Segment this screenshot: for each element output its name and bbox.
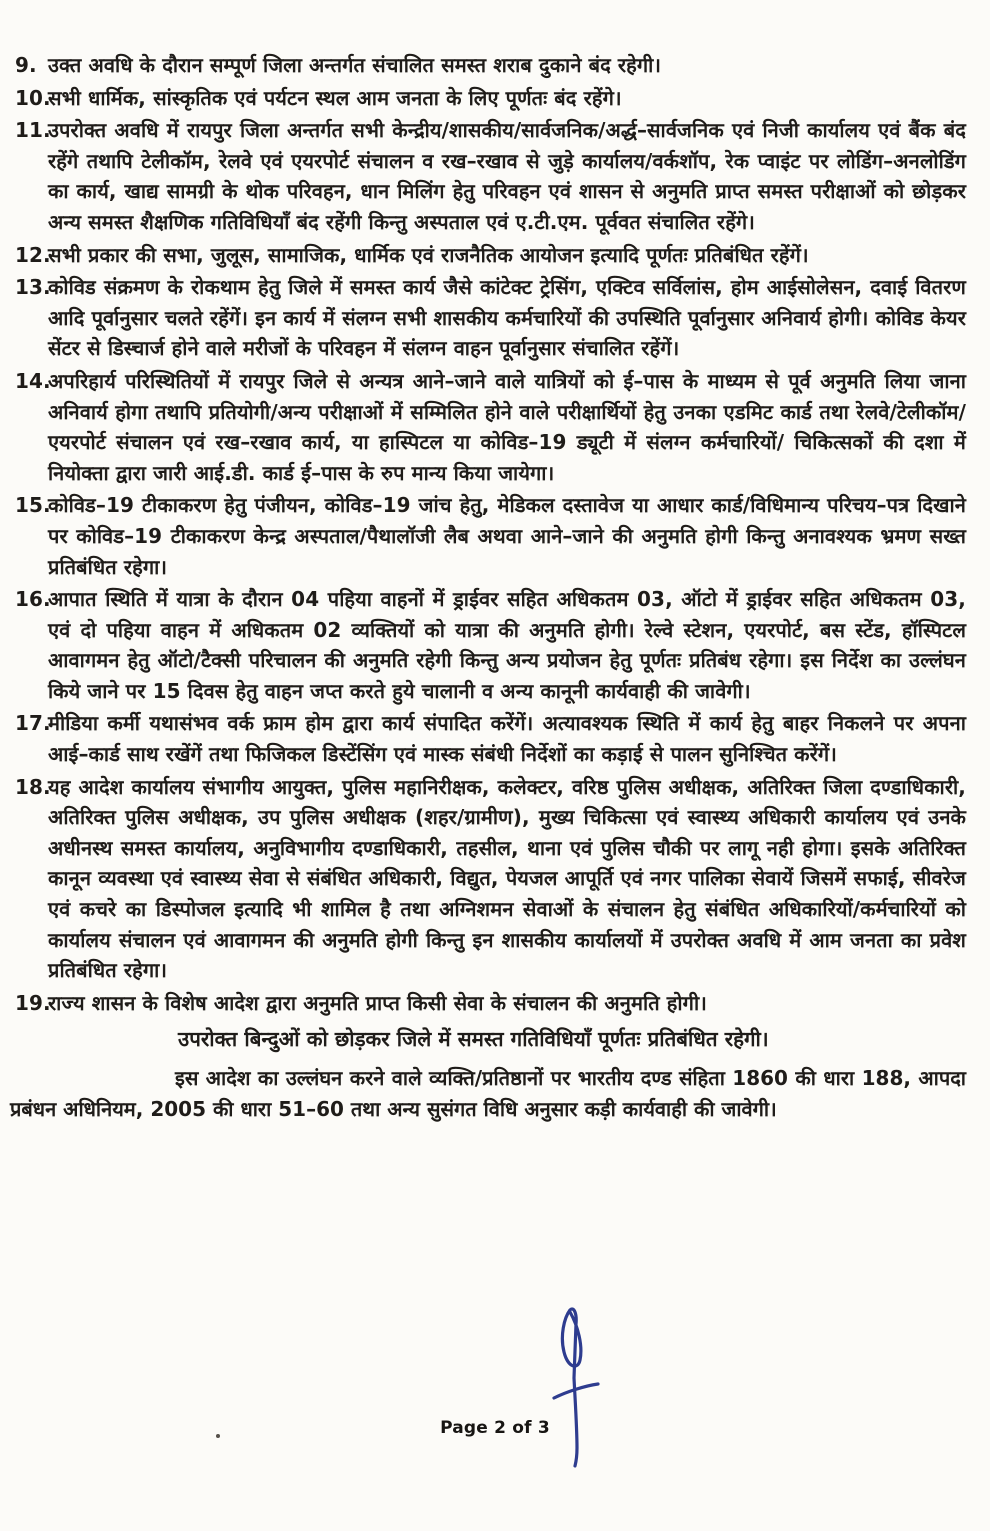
item-number: 16. [15, 587, 51, 612]
item-text: यह आदेश कार्यालय संभागीय आयुक्त, पुलिस महानिरीक्षक, कलेक्टर, वरिष्ठ पुलिस अधीक्षक, अतिरिक्त जिला दण्डाधिकारी, अतिरिक्त पुलिस अधीक्षक, उप पुलिस अधीक्षक (शहर/ग्रामीण), मुख्य चिकित्सा एवं स्वास्थ्य अधिकारी कार्यालय एवं उनके अधीनस्थ समस्त कार्यालय, अनुविभागीय दण्डाधिकारी, तहसील, थाना एवं पुलिस चौकी पर लागू नही होगा। इसके अतिरिक्त कानून व्यवस्था एवं स्वास्थ्य सेवा से संबंधित अधिकारी, विद्युत, पेयजल आपूर्ति एवं नगर पालिका सेवायें जिसमें सफाई, सीवरेज एवं कचरे का डिस्पोजल इत्यादि भी शामिल है तथा अग्निशमन सेवाओं के संचालन हेतु संबंधित अधिकारियों/कर्मचारियों को कार्यालय संचालन एवं आवागमन की अनुमति होगी किन्तु इन शासकीय कार्यालयों में उपरोक्त अवधि में आम जनता का प्रवेश प्रतिबंधित रहेगा। [48, 774, 966, 983]
item-text: उपरोक्त अवधि में रायपुर जिला अन्तर्गत सभी केन्द्रीय/शासकीय/सार्वजनिक/अर्द्ध–सार्वजनिक एवं निजी कार्यालय एवं बैंक बंद रहेंगे तथापि टेलीकॉम, रेलवे एवं एयरपोर्ट संचालन व रख–रखाव से जुड़े कार्यालय/वर्कशॉप, रेक प्वाइंट पर लोडिंग–अनलोडिंग का कार्य, खाद्य सामग्री के थोक परिवहन, धान मिलिंग हेतु परिवहन एवं शासन से अनुमति प्राप्त समस्त परीक्षाओं को छोड़कर अन्य समस्त शैक्षणिक गतिविधियाँ बंद रहेंगी किन्तु अस्पताल एवं ए.टी.एम. पूर्ववत संचालित रहेंगे। [48, 118, 966, 234]
item-text: अपरिहार्य परिस्थितियों में रायपुर जिले से अन्यत्र आने–जाने वाले यात्रियों को ई–पास के माध्यम से पूर्व अनुमति लिया जाना अनिवार्य होगा तथापि प्रतियोगी/अन्य परीक्षाओं में सम्मिलित होने वाले परीक्षार्थियों हेतु उनका एडमिट कार्ड तथा रेलवे/टेलीकॉम/एयरपोर्ट संचालन एवं रख–रखाव कार्य, या हास्पिटल या कोविड–19 ड्यूटी में संलग्न कर्मचारियों/ चिकित्सकों की दशा में नियोक्ता द्वारा जारी आई.डी. कार्ड ई–पास के रुप मान्य किया जायेगा। [48, 368, 966, 485]
order-item [10, 240, 966, 271]
order-item [10, 83, 966, 114]
order-item [10, 584, 966, 706]
item-number: 17. [15, 711, 51, 736]
penalty-paragraph: इस आदेश का उल्लंघन करने वाले व्यक्ति/प्रतिष्ठानों पर भारतीय दण्ड संहिता 1860 की धारा 188, आपदा प्रबंधन अधिनियम, 2005 की धारा 51–60 तथा अन्य सुसंगत विधि अनुसार कड़ी कार्यवाही की जावेगी। [10, 1066, 966, 1122]
item-text: आपात स्थिति में यात्रा के दौरान 04 पहिया वाहनों में ड्राईवर सहित अधिकतम 03, ऑटो में ड्राईवर सहित अधिकतम 03, एवं दो पहिया वाहन में अधिकतम 02 व्यक्तियों को यात्रा की अनुमति होगी। रेल्वे स्टेशन, एयरपोर्ट, बस स्टेंड, हॉस्पिटल आवागमन हेतु ऑटो/टैक्सी परिचालन की अनुमति रहेगी किन्तु अन्य प्रयोजन हेतु पूर्णतः प्रतिबंध रहेगा। इस निर्देश का उल्लंघन किये जाने पर 15 दिवस हेतु वाहन जप्त करते हुये चालानी व अन्य कानूनी कार्यवाही की जावेगी। [48, 587, 966, 703]
item-text: सभी धार्मिक, सांस्कृतिक एवं पर्यटन स्थल आम जनता के लिए पूर्णतः बंद रहेंगे। [48, 85, 622, 110]
item-number: 18. [15, 774, 51, 799]
item-number: 9. [15, 53, 37, 77]
order-item [10, 115, 966, 237]
order-item [10, 988, 966, 1019]
page-number: Page 2 of 3 [440, 1418, 550, 1438]
order-item [10, 366, 966, 488]
signature-stroke [554, 1309, 598, 1466]
order-item [10, 490, 966, 582]
signature-ink [540, 1298, 630, 1483]
order-item [10, 272, 966, 364]
item-number: 15. [15, 493, 51, 518]
item-text: उक्त अवधि के दौरान सम्पूर्ण जिला अन्तर्गत संचालित समस्त शराब दुकाने बंद रहेगी। [48, 53, 662, 77]
closing-statement: उपरोक्त बिन्दुओं को छोड़कर जिले में समस्त गतिविधियाँ पूर्णतः प्रतिबंधित रहेगी। [178, 1027, 769, 1052]
item-number: 11. [15, 118, 51, 143]
order-item [10, 708, 966, 769]
order-item [10, 50, 966, 81]
item-number: 13. [15, 275, 51, 300]
item-text: कोविड–19 टीकाकरण हेतु पंजीयन, कोविड–19 जांच हेतु, मेडिकल दस्तावेज या आधार कार्ड/विधिमान्य परिचय–पत्र दिखाने पर कोविड–19 टीकाकरण केन्द्र अस्पताल/पैथालॉजी लैब अथवा आने–जाने की अनुमति होगी किन्तु अनावश्यक भ्रमण सख्त प्रतिबंधित रहेगा। [48, 493, 967, 579]
order-body [10, 50, 966, 1125]
item-number: 10. [15, 85, 51, 110]
item-text: सभी प्रकार की सभा, जुलूस, सामाजिक, धार्मिक एवं राजनैतिक आयोजन इत्यादि पूर्णतः प्रतिबंधित रहेंगें। [48, 242, 809, 267]
item-text: मीडिया कर्मी यथासंभव वर्क फ्राम होम द्वारा कार्य संपादित करेंगें। अत्यावश्यक स्थिति में कार्य हेतु बाहर निकलने पर अपना आई–कार्ड साथ रखेंगें तथा फिजिकल डिस्टेंसिंग एवं मास्क संबंधी निर्देशों का कड़ाई से पालन सुनिश्चित करेंगें। [48, 711, 966, 767]
item-number: 14. [15, 368, 51, 393]
item-number: 19. [15, 990, 51, 1015]
order-item [10, 772, 966, 986]
item-number: 12. [15, 242, 51, 267]
item-text: राज्य शासन के विशेष आदेश द्वारा अनुमति प्राप्त किसी सेवा के संचालन की अनुमति होगी। [48, 990, 707, 1015]
order-item-list [10, 50, 966, 1018]
item-text: कोविड संक्रमण के रोकथाम हेतु जिले में समस्त कार्य जैसे कांटेक्ट ट्रेसिंग, एक्टिव सर्विलांस, होम आईसोलेसन, दवाई वितरण आदि पूर्वानुसार चलते रहेंगें। इन कार्य में संलग्न सभी शासकीय कर्मचारियों की उपस्थिति पूर्वानुसार अनिवार्य होगी। कोविड केयर सेंटर से डिस्चार्ज होने वाले मरीजों के परिवहन में संलग्न वाहन पूर्वानुसार संचालित रहेंगें। [48, 275, 966, 361]
